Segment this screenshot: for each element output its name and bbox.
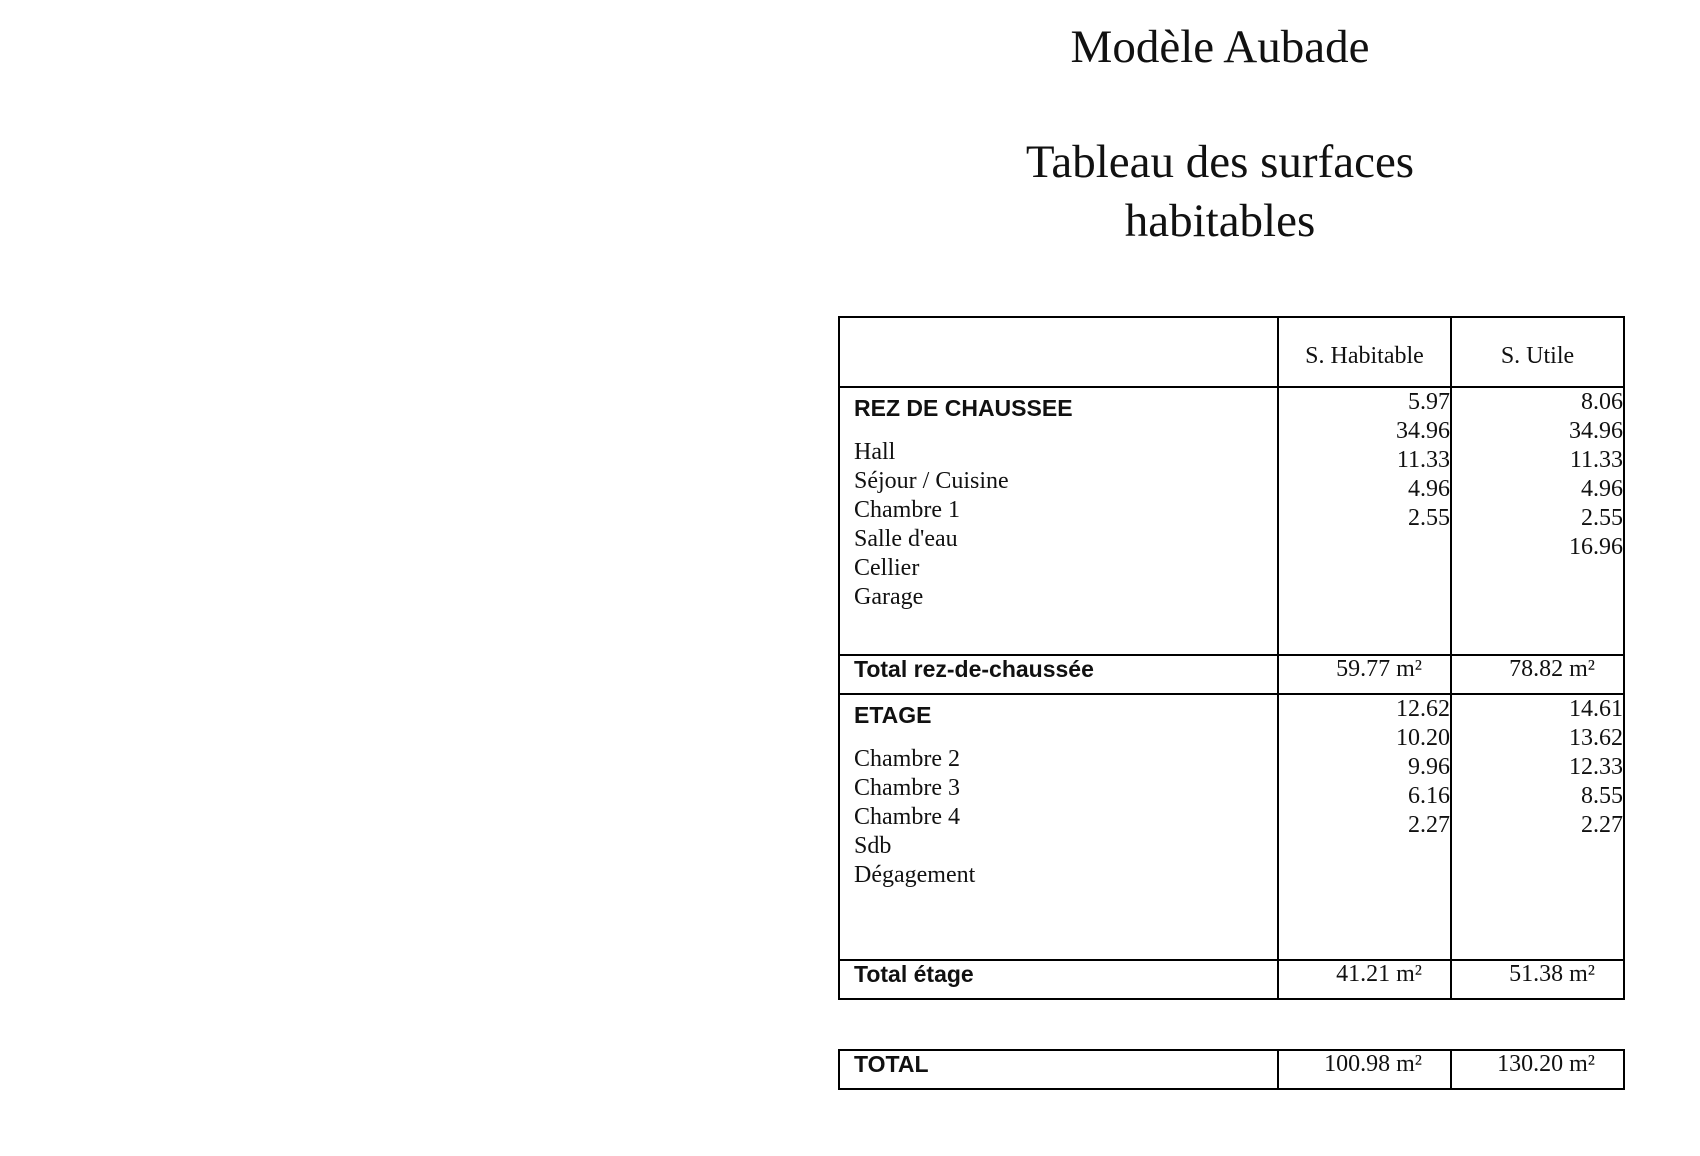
total-utile: 51.38 m² [1451,960,1624,999]
total-habitable: 41.21 m² [1278,960,1451,999]
total-label: Total étage [839,960,1278,999]
document-subtitle [920,133,1520,251]
total-row-etage [839,960,1624,999]
surfaces-table [838,316,1625,1000]
grand-total-row [839,1050,1624,1089]
habitable-value: 10.20 [1396,725,1450,751]
habitable-value: 34.96 [1396,418,1450,444]
room-label: Chambre 3 [854,775,960,801]
habitable-value: 5.97 [1408,389,1450,415]
room-label: Sdb [854,833,892,859]
subtitle-line-1: Tableau des surfaces [1025,136,1415,188]
grand-total-label: TOTAL [839,1050,1278,1089]
utile-value: 12.33 [1569,754,1623,780]
total-habitable: 59.77 m² [1278,655,1451,694]
room-label: Chambre 4 [854,804,960,830]
section-etage [839,694,1624,960]
room-label: Hall [854,439,896,465]
habitable-value [1279,533,1450,562]
header-empty-cell [839,317,1278,387]
total-label: Total rez-de-chaussée [839,655,1278,694]
room-label: Chambre 1 [854,497,960,523]
habitable-value: 6.16 [1408,783,1450,809]
section-rez-de-chaussee [839,387,1624,655]
room-label: Séjour / Cuisine [854,468,1009,494]
habitable-value: 2.55 [1408,505,1450,531]
habitable-value: 12.62 [1396,696,1450,722]
section-title: REZ DE CHAUSSEE [854,395,1073,421]
room-label: Chambre 2 [854,746,960,772]
utile-values-cell [1451,694,1624,960]
utile-value: 2.55 [1581,505,1623,531]
grand-total-utile: 130.20 m² [1451,1050,1624,1089]
utile-value: 2.27 [1581,812,1623,838]
utile-values-cell [1451,387,1624,655]
section-labels-cell [839,694,1278,960]
room-label: Cellier [854,555,920,581]
grand-total-habitable: 100.98 m² [1278,1050,1451,1089]
column-header-habitable: S. Habitable [1278,317,1451,387]
habitable-value: 4.96 [1408,476,1450,502]
utile-value: 11.33 [1569,447,1623,473]
utile-value: 8.55 [1581,783,1623,809]
total-utile: 78.82 m² [1451,655,1624,694]
section-title: ETAGE [854,702,932,728]
habitable-values-cell [1278,387,1451,655]
total-row-rez-de-chaussee [839,655,1624,694]
habitable-values-cell [1278,694,1451,960]
grand-total-table [838,1049,1625,1090]
habitable-value: 11.33 [1396,447,1450,473]
habitable-value: 9.96 [1408,754,1450,780]
subtitle-line-2: habitables [1124,195,1316,247]
utile-value: 14.61 [1569,696,1623,722]
utile-value: 8.06 [1581,389,1623,415]
room-label: Dégagement [854,862,976,888]
table-header-row [839,317,1624,387]
utile-value: 13.62 [1569,725,1623,751]
section-labels-cell [839,387,1278,655]
habitable-value: 2.27 [1408,812,1450,838]
utile-value: 16.96 [1569,534,1623,560]
room-label: Salle d'eau [854,526,958,552]
utile-value: 4.96 [1581,476,1623,502]
column-header-utile: S. Utile [1451,317,1624,387]
utile-value: 34.96 [1569,418,1623,444]
document-title: Modèle Aubade [1070,21,1370,73]
room-label: Garage [854,584,924,610]
